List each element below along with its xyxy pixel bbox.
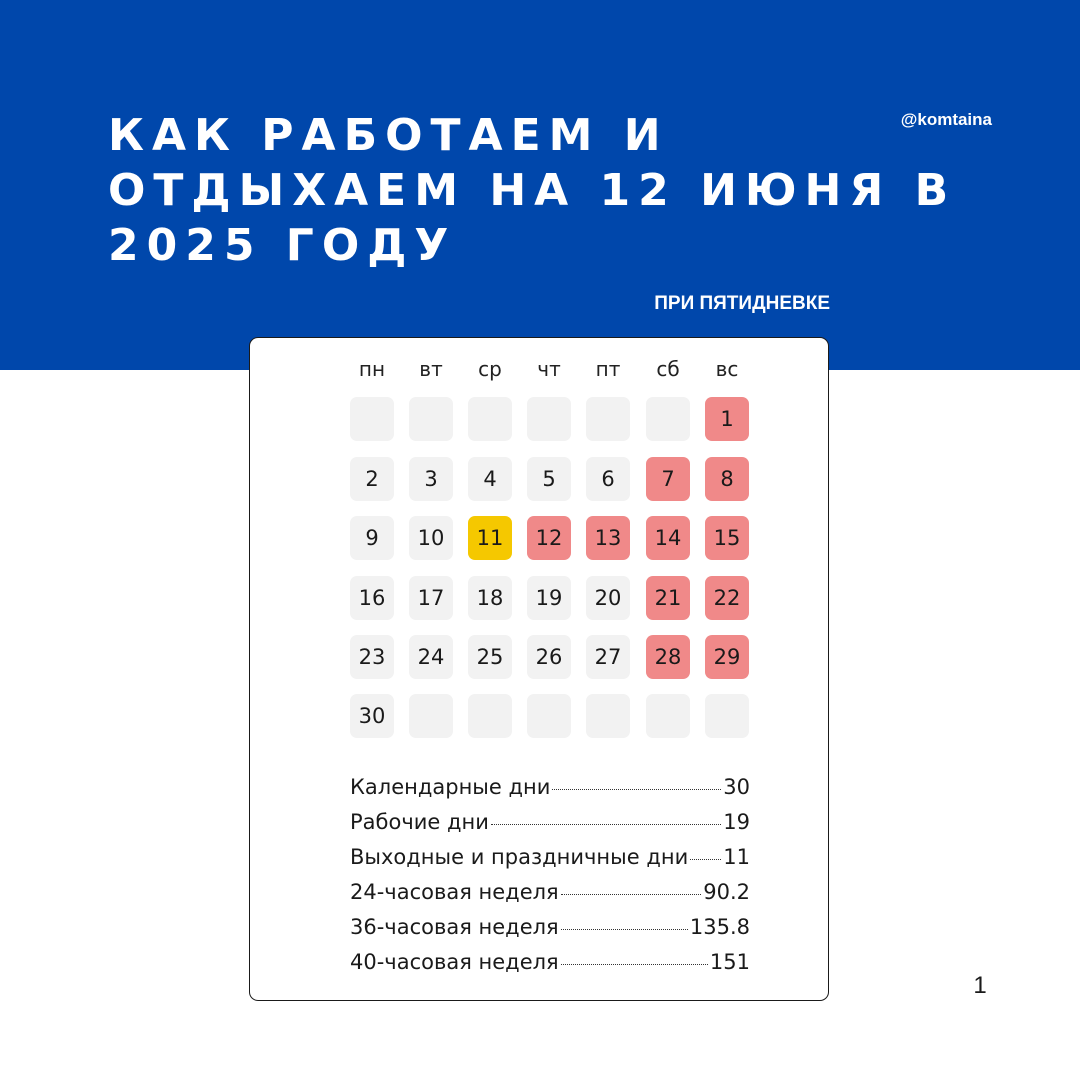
- holiday-day-cell: 1: [705, 397, 749, 441]
- leader-dots: [561, 929, 688, 930]
- empty-day-cell: [705, 694, 749, 738]
- weekday-label: пт: [595, 357, 621, 381]
- weekday-label: пн: [358, 357, 386, 381]
- shortened-day-cell: 11: [468, 516, 512, 560]
- work-day-cell: 17: [409, 576, 453, 620]
- stat-row: [350, 950, 750, 978]
- weekday-label: вт: [419, 357, 443, 381]
- leader-dots: [561, 964, 708, 965]
- stat-row: [350, 845, 750, 873]
- leader-dots: [491, 824, 721, 825]
- page-title: [108, 108, 957, 273]
- stat-value: 11: [723, 845, 750, 869]
- stat-value: 19: [723, 810, 750, 834]
- empty-day-cell: [646, 694, 690, 738]
- weekday-label: вс: [715, 357, 739, 381]
- work-day-cell: 23: [350, 635, 394, 679]
- empty-day-cell: [468, 694, 512, 738]
- leader-dots: [690, 859, 721, 860]
- work-day-cell: 2: [350, 457, 394, 501]
- stat-value: 90.2: [703, 880, 750, 904]
- empty-day-cell: [527, 694, 571, 738]
- weekday-label: сб: [656, 357, 680, 381]
- work-day-cell: 26: [527, 635, 571, 679]
- empty-day-cell: [468, 397, 512, 441]
- page-number: 1: [973, 972, 987, 999]
- stat-label: Выходные и праздничные дни: [350, 845, 689, 869]
- stat-value: 135.8: [689, 915, 750, 939]
- holiday-day-cell: 15: [705, 516, 749, 560]
- stat-row: [350, 775, 750, 803]
- empty-day-cell: [527, 397, 571, 441]
- empty-day-cell: [350, 397, 394, 441]
- work-day-cell: 30: [350, 694, 394, 738]
- empty-day-cell: [409, 694, 453, 738]
- work-day-cell: 9: [350, 516, 394, 560]
- title-line: 2025 ГОДУ: [108, 220, 457, 271]
- work-day-cell: 25: [468, 635, 512, 679]
- empty-day-cell: [646, 397, 690, 441]
- weekday-label: чт: [537, 357, 561, 381]
- work-day-cell: 16: [350, 576, 394, 620]
- stat-label: Календарные дни: [350, 775, 551, 799]
- work-day-cell: 27: [586, 635, 630, 679]
- work-day-cell: 19: [527, 576, 571, 620]
- holiday-day-cell: 22: [705, 576, 749, 620]
- stat-row: [350, 915, 750, 943]
- work-day-cell: 4: [468, 457, 512, 501]
- title-line: КАК РАБОТАЕМ И: [108, 110, 669, 161]
- subtitle: ПРИ ПЯТИДНЕВКЕ: [654, 293, 830, 314]
- work-day-cell: 6: [586, 457, 630, 501]
- stat-label: Рабочие дни: [350, 810, 489, 834]
- holiday-day-cell: 7: [646, 457, 690, 501]
- stat-label: 24-часовая неделя: [350, 880, 559, 904]
- empty-day-cell: [409, 397, 453, 441]
- stat-label: 40-часовая неделя: [350, 950, 559, 974]
- work-day-cell: 10: [409, 516, 453, 560]
- holiday-day-cell: 29: [705, 635, 749, 679]
- work-day-cell: 3: [409, 457, 453, 501]
- author-handle: @komtaina: [900, 110, 992, 129]
- work-day-cell: 18: [468, 576, 512, 620]
- work-day-cell: 5: [527, 457, 571, 501]
- stat-row: [350, 810, 750, 838]
- stat-label: 36-часовая неделя: [350, 915, 559, 939]
- stat-row: [350, 880, 750, 908]
- work-day-cell: 24: [409, 635, 453, 679]
- holiday-day-cell: 8: [705, 457, 749, 501]
- work-day-cell: 20: [586, 576, 630, 620]
- holiday-day-cell: 13: [586, 516, 630, 560]
- title-line: ОТДЫХАЕМ НА 12 ИЮНЯ В: [108, 165, 957, 216]
- holiday-day-cell: 14: [646, 516, 690, 560]
- weekday-label: ср: [478, 357, 502, 381]
- holiday-day-cell: 28: [646, 635, 690, 679]
- holiday-day-cell: 12: [527, 516, 571, 560]
- leader-dots: [552, 789, 721, 790]
- holiday-day-cell: 21: [646, 576, 690, 620]
- empty-day-cell: [586, 694, 630, 738]
- stat-value: 151: [709, 950, 750, 974]
- stat-value: 30: [723, 775, 750, 799]
- empty-day-cell: [586, 397, 630, 441]
- leader-dots: [561, 894, 702, 895]
